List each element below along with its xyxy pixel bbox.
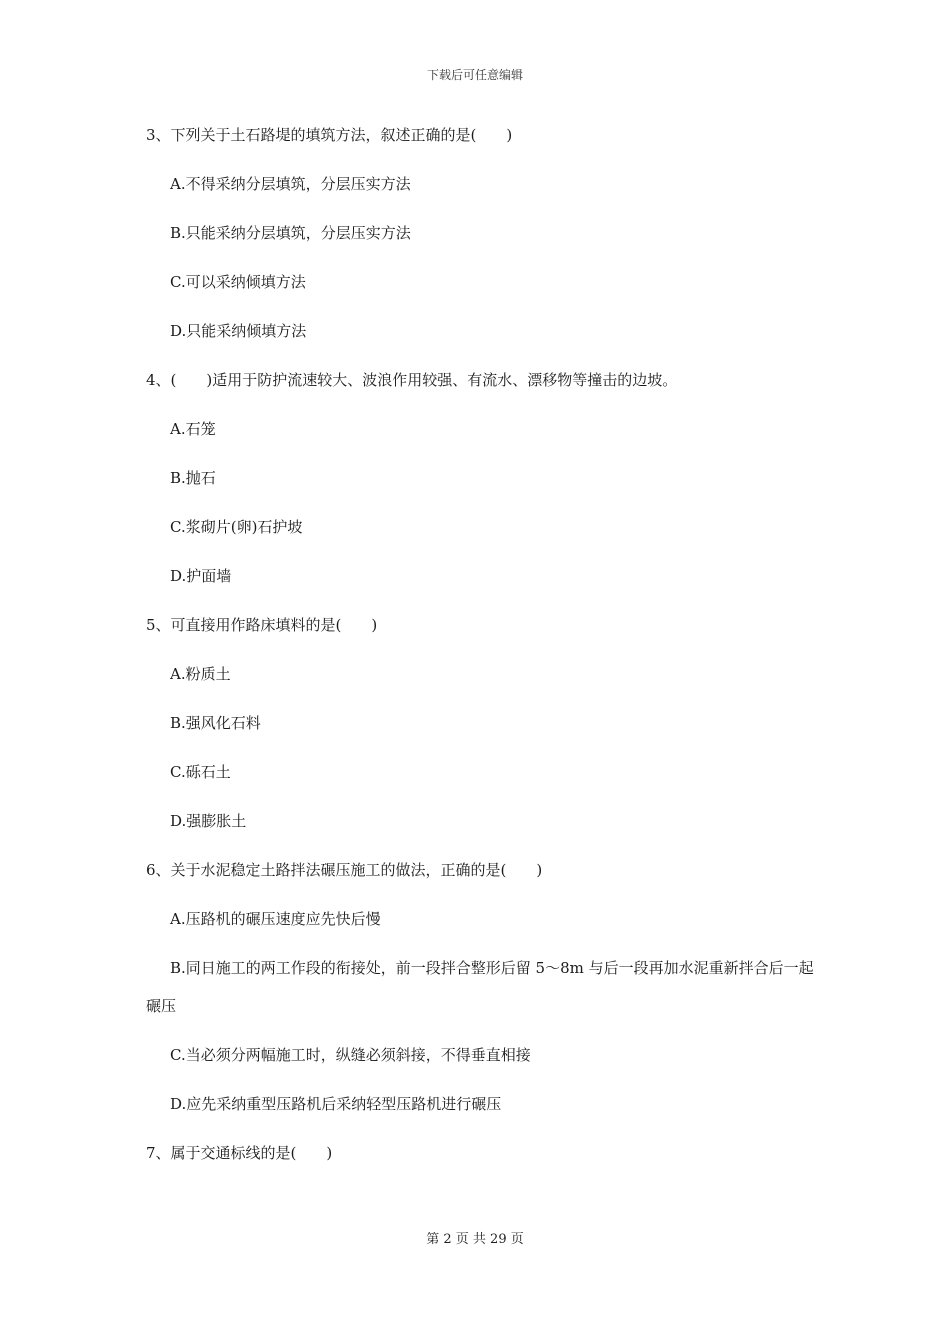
question-stem: 4、( )适用于防护流速较大、波浪作用较强、有流水、漂移物等撞击的边坡。 [146,371,678,389]
option-item: A.石笼 [170,420,216,438]
option-item: B.同日施工的两工作段的衔接处，前一段拌合整形后留 5～8m 与后一段再加水泥重新拌合后一起碾压 [146,959,814,1015]
option-item: D.强膨胀土 [170,812,247,830]
question-stem: 3、下列关于土石路堤的填筑方法，叙述正确的是( ) [146,126,513,144]
page-header: 下载后可任意编辑 [426,68,523,82]
option-item: A.不得采纳分层填筑，分层压实方法 [170,175,411,193]
question-stem: 5、可直接用作路床填料的是( ) [146,616,378,634]
option-item: C.浆砌片(卵)石护坡 [170,518,303,536]
question-stem: 6、关于水泥稳定土路拌法碾压施工的做法，正确的是( ) [146,861,543,879]
question-list [146,123,816,1190]
option-item: B.抛石 [170,469,216,487]
option-item: A.粉质土 [170,665,231,683]
option-item: C.砾石土 [170,763,231,781]
option-item: A.压路机的碾压速度应先快后慢 [170,910,381,928]
option-item: D.只能采纳倾填方法 [170,322,307,340]
option-item: D.应先采纳重型压路机后采纳轻型压路机进行碾压 [170,1095,502,1113]
option-item: C.可以采纳倾填方法 [170,273,306,291]
question-stem: 7、属于交通标线的是( ) [146,1144,333,1162]
option-item: C.当必须分两幅施工时，纵缝必须斜接，不得垂直相接 [170,1046,531,1064]
page-footer: 第 2 页 共 29 页 [426,1232,524,1247]
option-item: B.只能采纳分层填筑，分层压实方法 [170,224,411,242]
option-item: B.强风化石料 [170,714,261,732]
option-item: D.护面墙 [170,567,232,585]
